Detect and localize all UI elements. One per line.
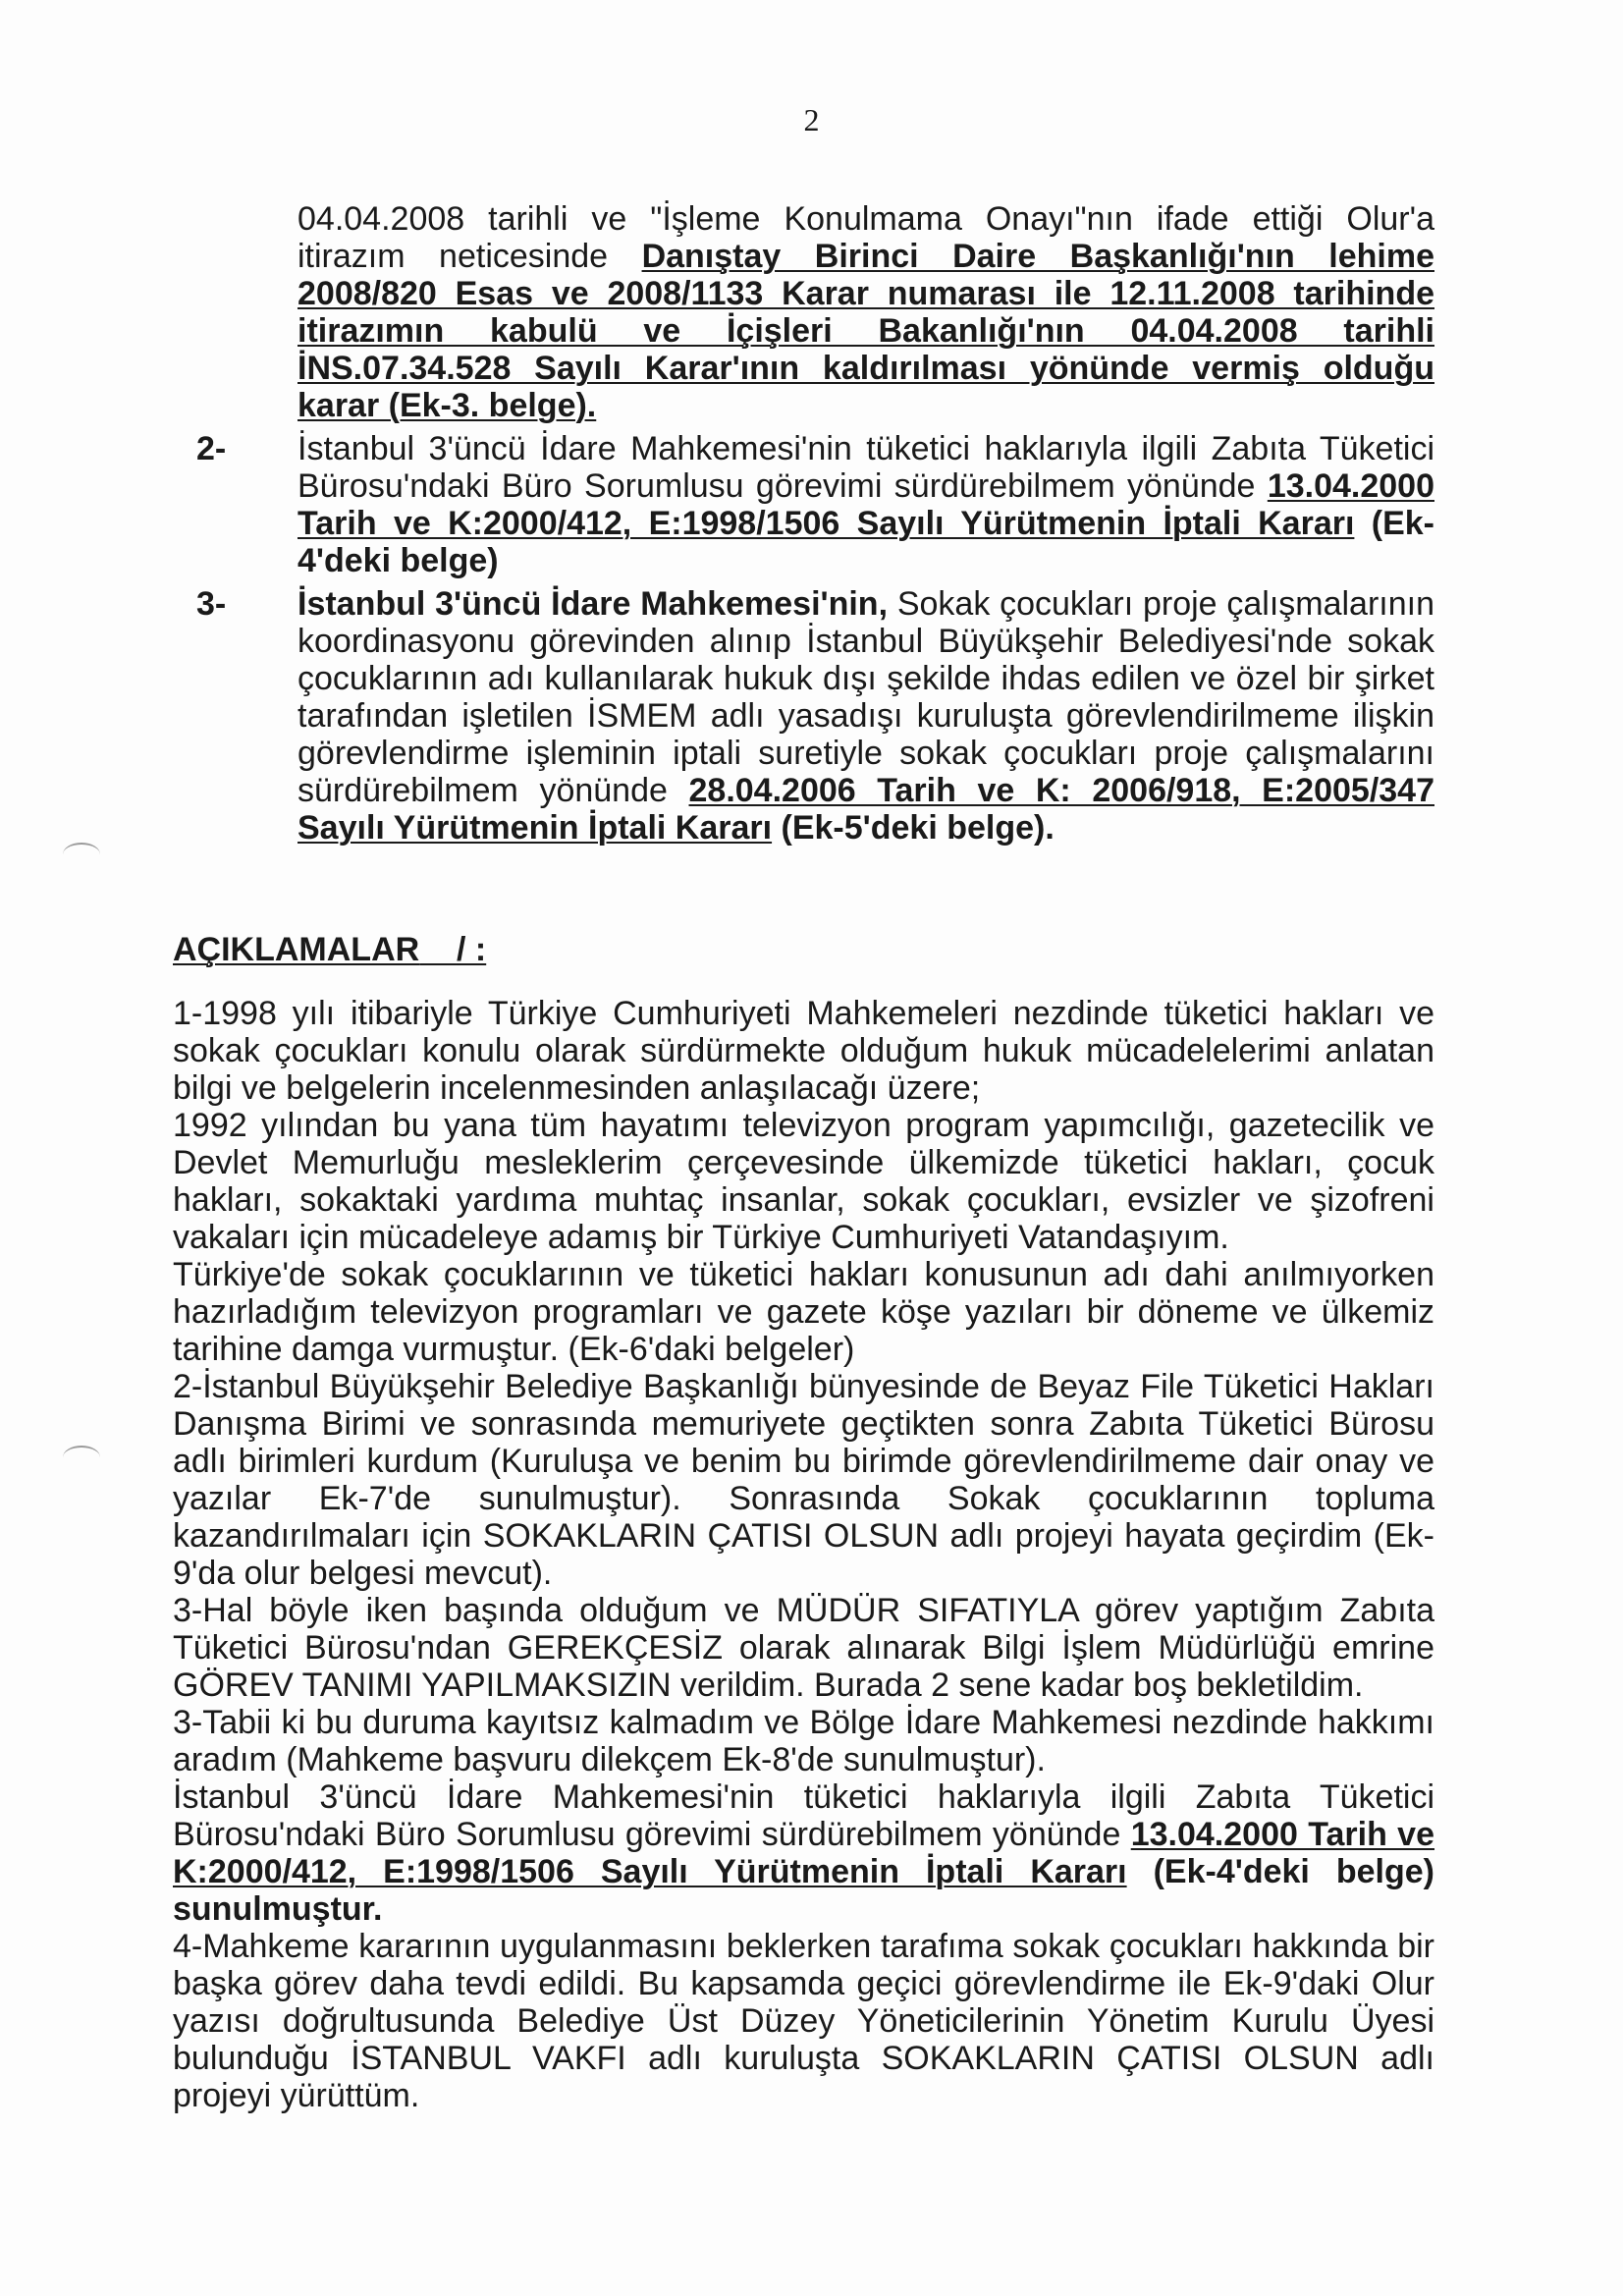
explanation-paragraph: 2-İstanbul Büyükşehir Belediye Başkanlığı bünyesinde de Beyaz File Tüketici Hakları Danışma Birimi ve sonrasında memuriyete geçtikten sonra Zabıta Tüketici Bürosu adlı birimleri kurdum (Kuruluşa ve benim bu birimde görevlendirilmeme dair onay ve yazılar Ek-7'de sunulmuştur). Sonrasında Sokak çocuklarının topluma kazandırılmaları için SOKAKLARIN ÇATISI OLSUN adlı projeyi hayata geçirdim (Ek-9'da olur belgesi mevcut). bbox=[173, 1368, 1434, 1592]
court-decision-reference: 13.04.2000 Tarih ve K:2000/412, E:1998/1506 Sayılı Yürütmenin İptali Kararı bbox=[298, 467, 1434, 542]
explanation-paragraph: 3-Tabii ki bu duruma kayıtsız kalmadım ve Bölge İdare Mahkemesi nezdinde hakkımı aradım (Mahkeme başvuru dilekçem Ek-8'de sunulmuştur). bbox=[173, 1704, 1434, 1778]
explanation-paragraph: 3-Hal böyle iken başında olduğum ve MÜDÜR SIFATIYLA görev yaptığım Zabıta Tüketici Bürosu'ndan GEREKÇESİZ olarak alınarak Bilgi İşlem Müdürlüğü emrine GÖREV TANIMI YAPILMAKSIZIN verildim. Burada 2 sene kadar boş bekletildim. bbox=[173, 1592, 1434, 1704]
explanation-paragraph-court bbox=[173, 1778, 1434, 1928]
list-item-body bbox=[298, 585, 1434, 847]
page-number: 2 bbox=[803, 102, 820, 137]
court-name: İstanbul 3'üncü İdare Mahkemesi'nin, bbox=[298, 585, 889, 623]
attachment-reference: (Ek-4'deki belge) bbox=[298, 505, 1434, 579]
section-heading bbox=[173, 931, 486, 968]
court-decision-reference: 28.04.2006 Tarih ve K: 2006/918, E:2005/347 Sayılı Yürütmenin İptali Kararı bbox=[298, 772, 1434, 847]
explanation-paragraph: 4-Mahkeme kararının uygulanmasını beklerken tarafıma sokak çocukları hakkında bir başka görev daha tevdi edildi. Bu kapsamda geçici görevlendirme ile Ek-9'daki Olur yazısı doğrultusunda Belediye Üst Düzey Yöneticilerinin Yönetim Kurulu Üyesi bulunduğu İSTANBUL VAKFI adlı kuruluşta SOKAKLARIN ÇATISI OLSUN adlı projeyi yürüttüm. bbox=[173, 1928, 1434, 2114]
explanation-paragraph: 1-1998 yılı itibariyle Türkiye Cumhuriyeti Mahkemeleri nezdinde tüketici hakları ve sokak çocukları konulu olarak sürdürmekte olduğum hukuk mücadelelerimi anlatan bilgi ve belgelerin incelenmesinden anlaşılacağı üzere; bbox=[173, 995, 1434, 1107]
punch-hole-mark bbox=[63, 843, 100, 866]
list-item-2 bbox=[196, 430, 1434, 579]
explanation-paragraph: Türkiye'de sokak çocuklarının ve tüketici hakları konusunun adı dahi anılmıyorken hazırladığım televizyon programları ve gazete köşe yazıları bir döneme ve ülkemiz tarihine damga vurmuştur. (Ek-6'daki belgeler) bbox=[173, 1256, 1434, 1368]
list-item-body bbox=[298, 430, 1434, 579]
attachment-reference: (Ek-5'deki belge). bbox=[772, 809, 1055, 847]
list-item-text: Sokak çocukları proje çalışmalarının koordinasyonu görevinden alınıp İstanbul Büyükşehir Belediyesi'nde sokak çocuklarının adı kullanılarak hukuk dışı şekilde ihdas edilen ve özel bir şirket tarafından işletilen İSMEM adlı yasadışı kuruluşta görevlendirilmeme ilişkin görevlendirme işleminin iptali suretiyle sokak çocukları proje çalışmalarını sürdürebilmem yönünde bbox=[298, 585, 1434, 809]
list-item-3 bbox=[196, 585, 1434, 847]
council-decision-reference: Danıştay Birinci Daire Başkanlığı'nın lehime 2008/820 Esas ve 2008/1133 Karar numarası ile 12.11.2008 tarihinde itirazımın kabulü ve İçişleri Bakanlığı'nın 04.04.2008 tarihli İNS.07.34.528 Sayılı Karar'ının kaldırılması yönünde vermiş olduğu karar (Ek-3. belge). bbox=[298, 238, 1434, 424]
list-item-number: 3- bbox=[196, 585, 227, 623]
paragraph-text: 04.04.2008 tarihli ve "İşleme Konulmama Onayı"nın ifade ettiği Olur'a itirazım neticesinde bbox=[298, 200, 1434, 275]
explanations-section bbox=[173, 995, 1434, 2114]
continued-paragraph bbox=[298, 200, 1434, 424]
section-heading-label: AÇIKLAMALAR bbox=[173, 931, 420, 968]
section-heading-suffix: / : bbox=[456, 931, 487, 968]
explanation-paragraph: 1992 yılından bu yana tüm hayatımı televizyon program yapımcılığı, gazetecilik ve Devlet Memurluğu mesleklerim çerçevesinde ülkemizde tüketici hakları, çocuk hakları, sokaktaki yardıma muhtaç insanlar, sokak çocukları, evsizler ve şizofreni vakaları için mücadeleye adamış bir Türkiye Cumhuriyeti Vatandaşıyım. bbox=[173, 1107, 1434, 1256]
explanation-text: İstanbul 3'üncü İdare Mahkemesi'nin tüketici haklarıyla ilgili Zabıta Tüketici Bürosu'ndaki Büro Sorumlusu görevimi sürdürebilmem yönünde bbox=[173, 1778, 1434, 1853]
list-item-text: İstanbul 3'üncü İdare Mahkemesi'nin tüketici haklarıyla ilgili Zabıta Tüketici Bürosu'ndaki Büro Sorumlusu görevimi sürdürebilmem yönünde bbox=[298, 430, 1434, 505]
attachment-reference: (Ek-4'deki belge) sunulmuştur. bbox=[173, 1853, 1434, 1928]
punch-hole-mark bbox=[63, 1446, 100, 1469]
list-item-number: 2- bbox=[196, 430, 227, 467]
court-decision-reference: 13.04.2000 Tarih ve K:2000/412, E:1998/1506 Sayılı Yürütmenin İptali Kararı bbox=[173, 1816, 1435, 1890]
